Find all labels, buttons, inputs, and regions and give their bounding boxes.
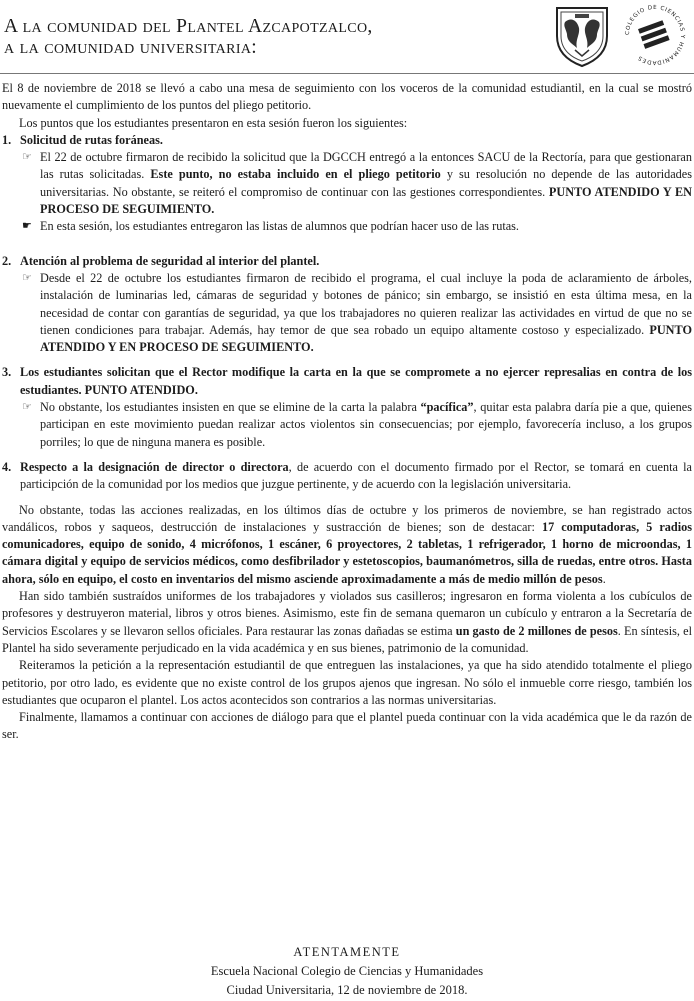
paragraph-vandalism: No obstante, todas las acciones realizadas, en los últimos días de octubre y los primeros de noviembre, se han registrado actos vandálicos, robos y saqueos, destrucción de instalaciones y sustracción de bienes; son de destacar: 17 computadoras, 5 radios comunicadores, equipo de sonido, 4 micrófonos, 1 escáner, 6 proyectores, 2 tabletas, 1 refrigerador, 1 horno de microondas, 1 cámara digital y equipo de servicios médicos, como desfibrilador y estetoscopios, baumanómetros, silla de ruedas, entre otros. Hasta ahora, sólo en equipo, el costo en inventarios del mismo asciende aproximadamente a más de medio millón de pesos. <box>2 502 692 586</box>
unam-seal-logo <box>553 2 611 68</box>
intro-paragraph: El 8 de noviembre de 2018 se llevó a cabo una mesa de seguimiento con los voceros de la comunidad estudiantil, en la cual se mostró nuevamente el cumplimiento de los puntos del pliego petitorio. <box>2 81 692 113</box>
list-item-1 <box>2 132 692 149</box>
item-title: Atención al problema de seguridad al interior del plantel. <box>20 253 320 268</box>
item-number: 2. <box>2 253 12 268</box>
lead-paragraph: Los puntos que los estudiantes presentaron en esta sesión fueron los siguientes: <box>19 115 408 130</box>
letter-heading <box>4 16 373 58</box>
bullet-1-2: ☛ En esta sesión, los estudiantes entregaron las listas de alumnos que podrían hacer uso de las rutas. <box>20 218 692 235</box>
bullet-1-1: ☞ El 22 de octubre firmaron de recibido la solicitud que la DGCCH entregó a la entonces SACU de la Rectoría, para que gestionaran las rutas solicitadas. Este punto, no estaba incluido en el pliego petitorio y su resolución no depende de las autoridades universitarias. No obstante, se reiteró el compromiso de continuar con las gestiones correspondientes. PUNTO ATENDIDO Y EN PROCESO DE SEGUIMIENTO. <box>22 150 693 217</box>
pointing-hand-icon: ☞ <box>22 271 32 284</box>
cch-logo <box>621 2 691 68</box>
closing-salutation: ATENTAMENTE <box>293 945 401 959</box>
paragraph-petition: Reiteramos la petición a la representación estudiantil de que entreguen las instalaciones, ya que ha sido atendido totalmente el pliego petitorio, por otro lado, es evidente que no existe control de los grupos ajenos que ingresan. No sólo el inmueble corre riesgo, también los estudiantes que ocuparon el plantel. Los actos acontecidos son contrarios a las normas universitarias. <box>2 658 692 707</box>
item-title: Respecto a la designación de director o directora <box>20 459 289 474</box>
bullet-3-1: ☞ No obstante, los estudiantes insisten en que se elimine de la carta la palabra “pacífica”, quitar esta palabra daría pie a que, quienes participan en este movimiento puedan realizar actos violentos sin consecuencias; por ejemplo, favorecería incluso, a los grupos porriles; lo que de ninguna manera es posible. <box>22 400 692 449</box>
letter-body <box>2 80 692 744</box>
item-title: Los estudiantes solicitan que el Rector modifique la carta en la que se compromete a no ejercer represalias en contra de los estudiantes. PUNTO ATENDIDO. <box>20 365 692 397</box>
item-number: 4. <box>2 459 12 474</box>
header-divider <box>0 73 694 74</box>
bullet-2-1: ☞ Desde el 22 de octubre los estudiantes firmaron de recibido el programa, el cual incluye la poda de aclaramiento de árboles, instalación de luminarias led, cámaras de seguridad y botones de pánico; sin embargo, se insistió en esta última mesa, en la necesidad de contar con garantías de seguridad, ya que los trabajadores no quieren realizar las actividades en virtud de que no se tienen condiciones para trabajar. Además, hay temor de que sea robado un equipo altamente costoso y especializado. PUNTO ATENDIDO Y EN PROCESO DE SEGUIMIENTO. <box>22 270 692 355</box>
paragraph-thefts: Han sido también sustraídos uniformes de los trabajadores y violados sus casilleros; ingresaron en forma violenta a los cubículos de profesores y destruyeron material, libros y otros bienes. Asimismo, este fin de semana quemaron un cubículo y entraron a la Secretaría de Servicios Escolares y se llevaron sellos oficiales. Para restaurar las zonas dañadas se estima un gasto de 2 millones de pesos. En síntesis, el Plantel ha sido severamente perjudicado en la vida académica y en sus bienes, patrimonio de la comunidad. <box>2 589 692 655</box>
item-title: Solicitud de rutas foráneas. <box>20 132 163 147</box>
heading-line-1: A la comunidad del Plantel Azcapotzalco, <box>4 16 373 37</box>
pointing-hand-icon: ☞ <box>22 151 32 164</box>
list-item-3 <box>2 364 692 399</box>
heading-line-2: a la comunidad universitaria: <box>4 37 258 58</box>
place-and-date: Ciudad Universitaria, 12 de noviembre de 2018. <box>226 983 468 997</box>
paragraph-closing: Finalmente, llamamos a continuar con acciones de diálogo para que el plantel pueda continuar con la vida académica que le da razón de ser. <box>2 710 692 742</box>
item-number: 3. <box>2 365 12 380</box>
signing-organization: Escuela Nacional Colegio de Ciencias y Humanidades <box>210 964 484 978</box>
pointing-hand-icon: ☞ <box>22 401 32 414</box>
cch-logo-text: COLEGIO DE CIENCIAS Y HUMANIDADES <box>624 4 686 66</box>
item-number: 1. <box>2 132 12 147</box>
list-item-4: 4. Respecto a la designación de director o directora, de acuerdo con el documento firmado por el Rector, se tomará en cuenta la participción de la comunidad por los medios que juzgue pertinente, y de acuerdo con la legislación universitaria. <box>2 459 692 492</box>
list-item-2 <box>2 253 692 270</box>
pointing-hand-icon: ☛ <box>22 220 32 233</box>
